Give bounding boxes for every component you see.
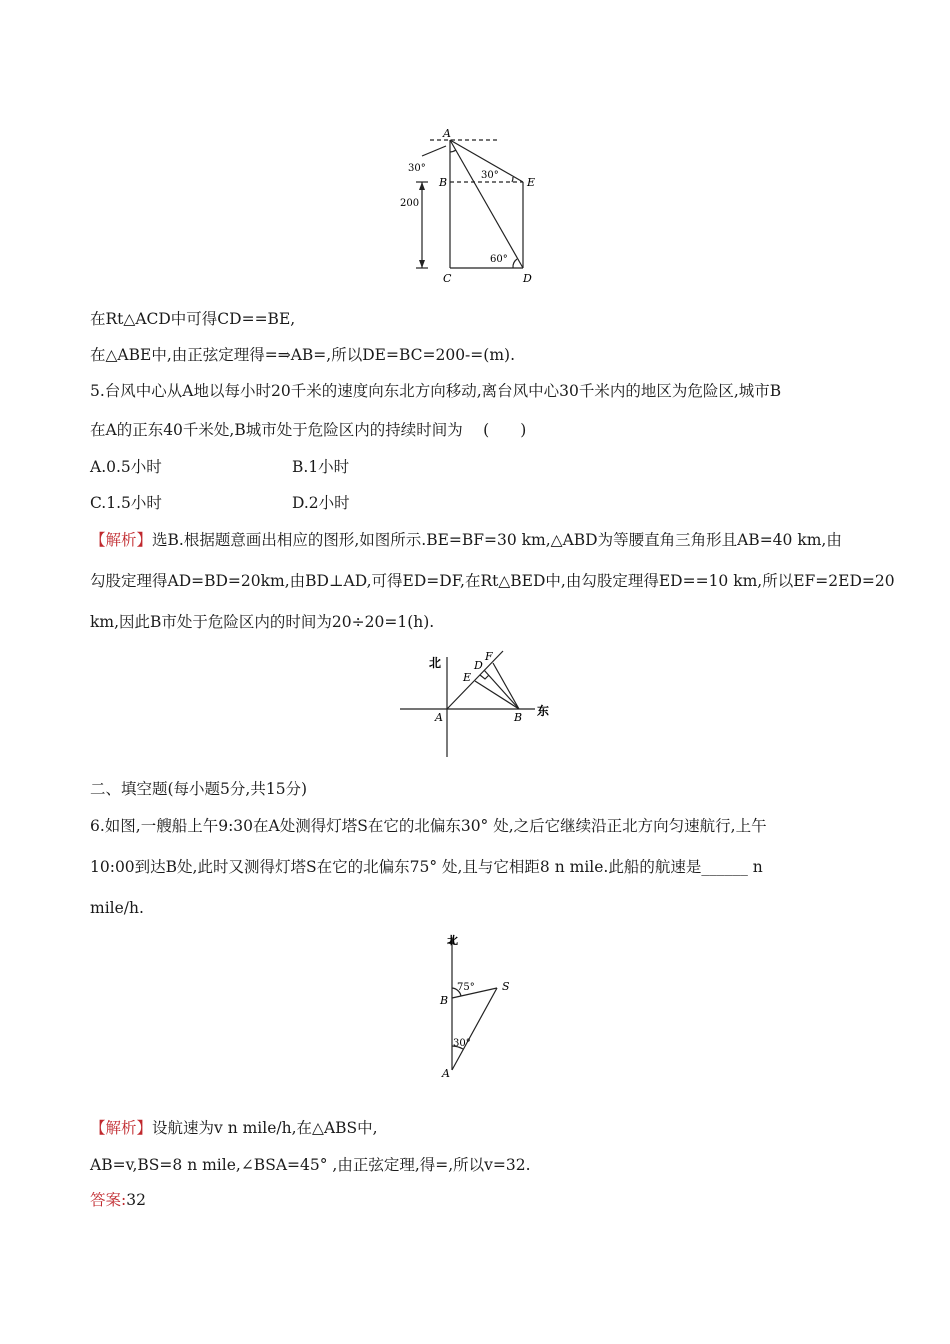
q5-option-c: C.1.5小时 bbox=[90, 494, 162, 512]
q6-solution-line-1 bbox=[90, 1117, 378, 1139]
label-B: B bbox=[514, 711, 523, 724]
q5-solution-line-1 bbox=[90, 529, 842, 551]
q5-solution-line-2: 勾股定理得AD=BD=20km,由BD⊥AD,可得ED=DF,在Rt△BED中,由勾股定理得ED==10 km,所以EF=2ED=20 bbox=[90, 572, 895, 590]
angle-label-bottom: 60° bbox=[490, 254, 508, 265]
label-A: A bbox=[442, 1067, 450, 1080]
q6-line-1: 6.如图,一艘船上午9:30在A处测得灯塔S在它的北偏东30° 处,之后它继续沿正北方向匀速航行,上午 bbox=[90, 817, 767, 835]
label-D: D bbox=[474, 659, 483, 672]
angle-label-left: 30° bbox=[408, 163, 426, 174]
segment-BF bbox=[493, 663, 519, 709]
angle-label-bottom: 30° bbox=[453, 1038, 471, 1049]
q5-line-1: 5.台风中心从A地以每小时20千米的速度向东北方向移动,离台风中心30千米内的地区为危险区,城市B bbox=[90, 382, 782, 400]
label-C: C bbox=[443, 272, 452, 285]
label-E: E bbox=[527, 176, 536, 189]
segment-AD bbox=[450, 140, 523, 268]
right-angle-mark bbox=[480, 675, 489, 679]
figure-elevation-diagram bbox=[400, 120, 560, 290]
angle-pointer bbox=[422, 146, 446, 156]
angle-arc-a bbox=[450, 150, 456, 152]
q5-line-2: 在A的正东40千米处,B城市处于危险区内的持续时间为 ( ) bbox=[90, 421, 527, 439]
label-B: B bbox=[440, 994, 449, 1007]
answer-value: 32 bbox=[126, 1191, 146, 1209]
angle-arc-d bbox=[513, 259, 517, 268]
label-E: E bbox=[463, 671, 472, 684]
q5-solution-line-3: km,因此B市处于危险区内的时间为20÷20=1(h). bbox=[90, 613, 435, 631]
label-D: D bbox=[523, 272, 532, 285]
label-B: B bbox=[439, 176, 448, 189]
analysis-tag: 【解析】 bbox=[90, 1119, 153, 1137]
angle-label-top: 75° bbox=[457, 982, 475, 993]
north-label: 北 bbox=[429, 656, 442, 670]
label-S: S bbox=[502, 980, 510, 993]
north-label: 北 bbox=[447, 934, 458, 947]
figure-ship-diagram bbox=[430, 930, 530, 1085]
q6-line-2: 10:00到达B处,此时又测得灯塔S在它的北偏东75° 处,且与它相距8 n mile.此船的航速是______ n bbox=[90, 858, 763, 876]
solution-line-1: 在Rt△ACD中可得CD==BE, bbox=[90, 310, 296, 328]
analysis-tag: 【解析】 bbox=[90, 531, 153, 549]
label-F: F bbox=[485, 650, 493, 663]
label-A: A bbox=[443, 127, 451, 140]
section-heading: 二、填空题(每小题5分,共15分) bbox=[90, 780, 308, 798]
q5-option-a: A.0.5小时 bbox=[90, 458, 162, 476]
answer-tag: 答案: bbox=[90, 1191, 127, 1209]
q6-solution-text-1: 设航速为v n mile/h,在△ABS中, bbox=[152, 1119, 378, 1137]
q5-solution-text-1: 选B.根据题意画出相应的图形,如图所示.BE=BF=30 km,△ABD为等腰直角三角形且AB=40 km,由 bbox=[152, 531, 842, 549]
q5-option-d: D.2小时 bbox=[292, 494, 350, 512]
answer-line bbox=[90, 1189, 146, 1211]
angle-arc-e bbox=[512, 177, 513, 182]
angle-label-mid: 30° bbox=[481, 170, 499, 181]
figure-typhoon-diagram bbox=[395, 645, 565, 760]
east-label: 东 bbox=[537, 704, 550, 718]
segment-AS bbox=[452, 988, 497, 1070]
q6-solution-line-2: AB=v,BS=8 n mile,∠BSA=45° ,由正弦定理,得=,所以v=32. bbox=[90, 1156, 531, 1174]
label-A: A bbox=[435, 711, 443, 724]
length-label: 200 bbox=[400, 198, 420, 209]
q5-option-b: B.1小时 bbox=[292, 458, 350, 476]
solution-line-2: 在△ABE中,由正弦定理得=⇒AB=,所以DE=BC=200-=(m). bbox=[90, 346, 516, 364]
q6-line-3: mile/h. bbox=[90, 899, 144, 917]
